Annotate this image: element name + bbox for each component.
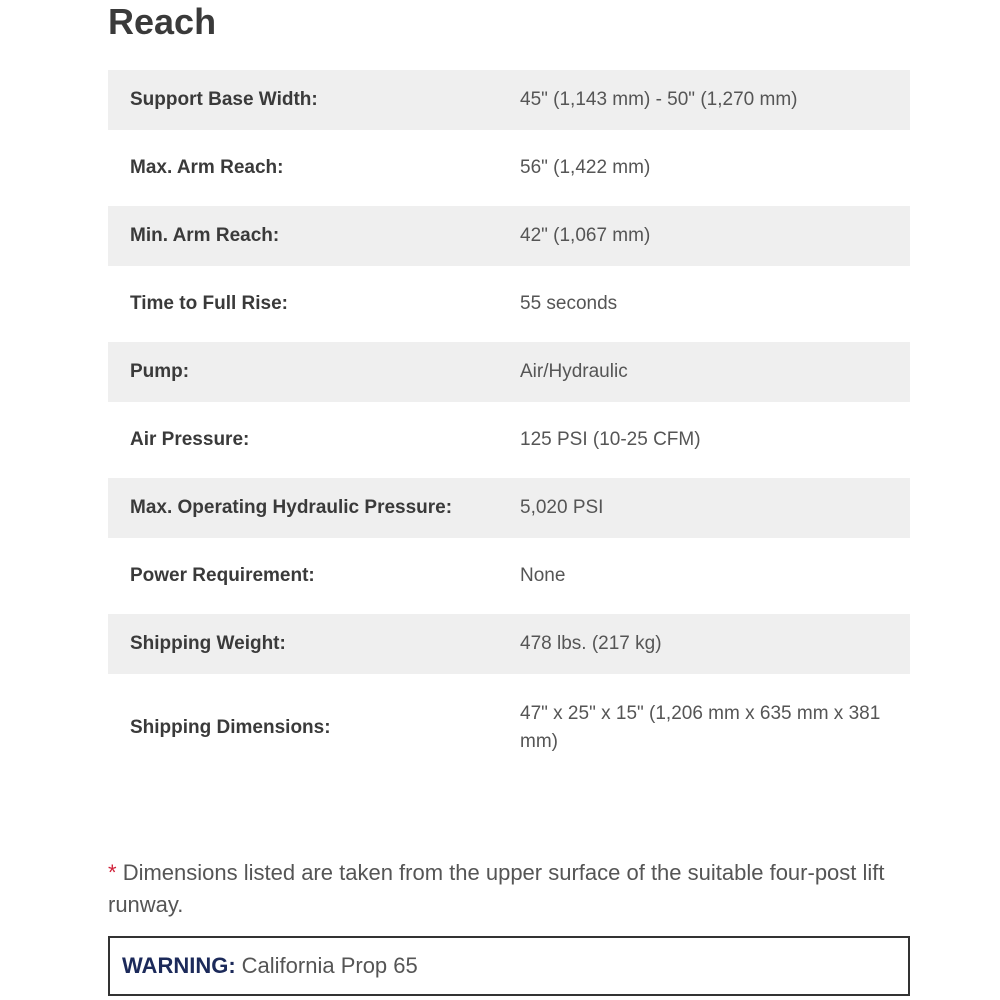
spec-row bbox=[108, 342, 910, 402]
spec-label: Air Pressure: bbox=[130, 429, 250, 450]
spec-value: Air/Hydraulic bbox=[520, 361, 628, 382]
footnote-asterisk: * bbox=[108, 860, 117, 885]
footnote-text: Dimensions listed are taken from the upper surface of the suitable four-post lift runway. bbox=[108, 860, 885, 917]
spec-row bbox=[108, 538, 910, 614]
spec-row bbox=[108, 478, 910, 538]
spec-row bbox=[108, 614, 910, 674]
spec-row bbox=[108, 206, 910, 266]
warning-box bbox=[108, 936, 910, 996]
spec-table bbox=[108, 70, 910, 782]
spec-value: 478 lbs. (217 kg) bbox=[520, 633, 662, 654]
spec-value: 47" x 25" x 15" (1,206 mm x 635 mm x 381 mm) bbox=[520, 703, 881, 752]
warning-label: WARNING: bbox=[122, 953, 236, 978]
spec-label: Shipping Dimensions: bbox=[130, 717, 331, 738]
spec-value: 45" (1,143 mm) - 50" (1,270 mm) bbox=[520, 89, 798, 110]
spec-row bbox=[108, 70, 910, 130]
spec-label: Min. Arm Reach: bbox=[130, 225, 280, 246]
spec-value: 5,020 PSI bbox=[520, 497, 604, 518]
spec-label: Max. Arm Reach: bbox=[130, 157, 284, 178]
section-title: Reach bbox=[108, 1, 217, 42]
spec-row bbox=[108, 402, 910, 478]
footnote bbox=[108, 857, 910, 921]
spec-value: 55 seconds bbox=[520, 293, 618, 314]
spec-label: Max. Operating Hydraulic Pressure: bbox=[130, 497, 453, 518]
warning-text: California Prop 65 bbox=[241, 953, 418, 978]
spec-label: Power Requirement: bbox=[130, 565, 315, 586]
spec-row bbox=[108, 266, 910, 342]
spec-label: Time to Full Rise: bbox=[130, 293, 289, 314]
spec-label: Support Base Width: bbox=[130, 89, 318, 110]
spec-value: 56" (1,422 mm) bbox=[520, 157, 651, 178]
spec-value: 125 PSI (10-25 CFM) bbox=[520, 429, 701, 450]
spec-value: None bbox=[520, 565, 566, 586]
spec-row bbox=[108, 674, 910, 782]
spec-label: Shipping Weight: bbox=[130, 633, 286, 654]
spec-label: Pump: bbox=[130, 361, 190, 382]
spec-value: 42" (1,067 mm) bbox=[520, 225, 651, 246]
spec-row bbox=[108, 130, 910, 206]
